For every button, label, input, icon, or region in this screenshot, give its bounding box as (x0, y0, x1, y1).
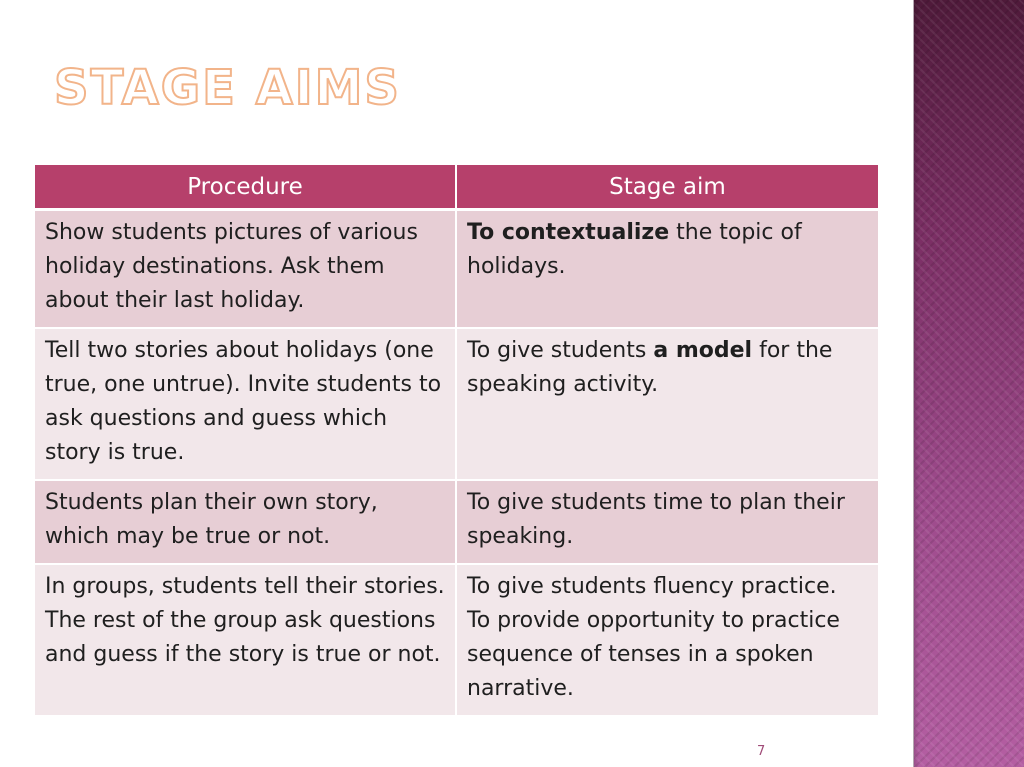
table-header-row (35, 165, 878, 210)
decorative-side-band (913, 0, 1024, 767)
stage-aim-text: for the speaking activity. (467, 338, 833, 397)
stage-aim-cell: To give students time to plan their speaking. (456, 480, 878, 564)
stage-aim-text: To give students (467, 338, 654, 363)
column-header-stage-aim: Stage aim (456, 165, 878, 210)
table-row (35, 210, 878, 329)
stage-aims-table (35, 165, 878, 717)
stage-aim-cell (456, 210, 878, 329)
slide-title: STAGE AIMS (54, 60, 401, 116)
procedure-cell: Show students pictures of various holiday destinations. Ask them about their last holiday. (35, 210, 456, 329)
page-number: 7 (757, 744, 766, 759)
procedure-cell: Students plan their own story, which may be true or not. (35, 480, 456, 564)
stage-aim-cell (456, 328, 878, 480)
stage-aim-cell (456, 564, 878, 716)
procedure-cell: In groups, students tell their stories. The rest of the group ask questions and guess if the story is true or not. (35, 564, 456, 716)
stage-aim-emphasis: To contextualize (467, 220, 670, 245)
stage-aim-line: To provide opportunity to practice sequence of tenses in a spoken narrative. (467, 608, 840, 701)
table-row (35, 564, 878, 716)
column-header-procedure: Procedure (35, 165, 456, 210)
stage-aim-line: To give students fluency practice. (467, 574, 837, 599)
table-row (35, 480, 878, 564)
stage-aim-text: the topic of holidays. (467, 220, 802, 279)
table-row (35, 328, 878, 480)
procedure-cell: Tell two stories about holidays (one true, one untrue). Invite students to ask questions and guess which story is true. (35, 328, 456, 480)
side-band-shadow (913, 0, 919, 767)
stage-aim-emphasis: a model (653, 338, 753, 363)
